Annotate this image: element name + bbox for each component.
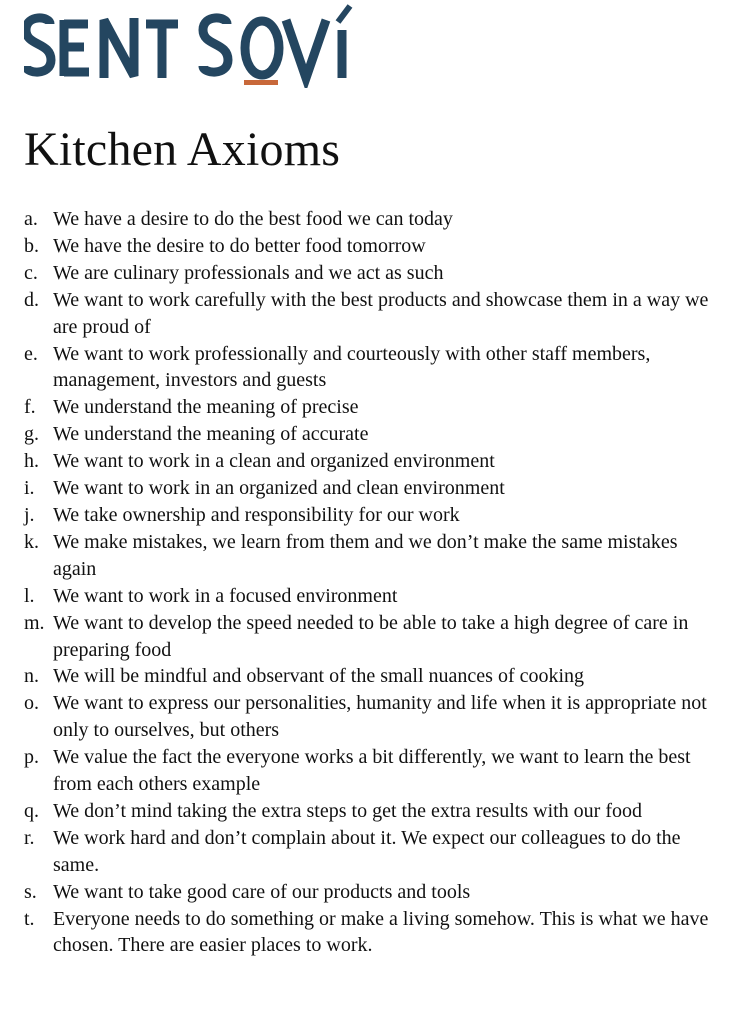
page-title: Kitchen Axioms (24, 123, 341, 176)
axiom-text: We want to work in an organized and clean environment (53, 477, 505, 500)
brand-logo (24, 4, 354, 88)
axiom-letter: l. (24, 584, 35, 607)
axiom-item (24, 260, 714, 287)
axiom-letter: n. (24, 665, 39, 688)
axiom-item (24, 744, 714, 798)
axiom-item (24, 448, 714, 475)
axiom-text: We have a desire to do the best food we can today (53, 208, 453, 230)
axiom-letter: k. (24, 530, 39, 553)
axiom-letter: c. (24, 261, 38, 284)
axiom-letter: o. (24, 692, 39, 715)
axiom-item (24, 502, 714, 529)
axiom-text: Everyone needs to do something or make a living somehow. This is what we have chosen. There are easier places to work. (53, 907, 709, 957)
axiom-text: We understand the meaning of accurate (53, 423, 369, 446)
axiom-item (24, 583, 714, 610)
axiom-item (24, 475, 714, 502)
axiom-text: We don’t mind taking the extra steps to get the extra results with our food (53, 799, 643, 822)
axiom-letter: m. (24, 611, 45, 634)
axiom-letter: q. (24, 799, 39, 822)
axiom-text: We work hard and don’t complain about it. We expect our colleagues to do the same. (53, 826, 681, 876)
axiom-letter: r. (24, 826, 35, 849)
axiom-text: We want to work professionally and courteously with other staff members, management, investors and guests (53, 342, 651, 392)
axiom-text: We make mistakes, we learn from them and we don’t make the same mistakes again (53, 530, 678, 580)
axiom-letter: a. (24, 208, 38, 230)
axiom-item (24, 421, 714, 448)
axiom-letter: p. (24, 746, 39, 769)
axiom-text: We want to work in a focused environment (53, 584, 398, 607)
axiom-text: We understand the meaning of precise (53, 396, 359, 419)
axiom-item (24, 233, 714, 260)
axiom-text: We take ownership and responsibility for our work (53, 503, 460, 526)
axiom-letter: j. (24, 503, 35, 526)
sent-sovi-logo (24, 4, 354, 88)
axiom-item (24, 798, 714, 825)
axiom-text: We want to work carefully with the best products and showcase them in a way we are proud of (53, 288, 709, 338)
axiom-letter: i. (24, 477, 35, 500)
axiom-item (24, 879, 714, 906)
axiom-text: We want to take good care of our products and tools (53, 880, 471, 903)
axiom-item (24, 206, 714, 233)
axiom-letter: s. (24, 880, 37, 903)
axiom-letter: f. (24, 396, 36, 419)
axiom-item (24, 287, 714, 341)
axiom-letter: b. (24, 234, 39, 257)
axiom-text: We are culinary professionals and we act as such (53, 261, 444, 284)
axiom-item (24, 906, 714, 960)
axiom-text: We want to express our personalities, humanity and life when it is appropriate not only to ourselves, but others (53, 692, 707, 742)
axiom-item (24, 690, 714, 744)
axiom-letter: d. (24, 288, 39, 311)
axiom-item (24, 529, 714, 583)
axiom-item (24, 394, 714, 421)
axiom-text: We value the fact the everyone works a bit differently, we want to learn the best from each others example (53, 746, 691, 796)
axiom-item (24, 341, 714, 395)
axiom-list (24, 206, 714, 959)
accent-underline (244, 80, 278, 85)
axiom-item (24, 610, 714, 664)
axiom-text: We want to work in a clean and organized environment (53, 450, 495, 473)
axiom-letter: t. (24, 907, 35, 930)
axiom-text: We have the desire to do better food tomorrow (53, 234, 426, 257)
axiom-item (24, 663, 714, 690)
axiom-letter: e. (24, 342, 38, 365)
axiom-text: We will be mindful and observant of the small nuances of cooking (53, 665, 585, 688)
axiom-text: We want to develop the speed needed to be able to take a high degree of care in preparing food (53, 611, 689, 661)
axiom-letter: g. (24, 423, 39, 446)
axiom-letter: h. (24, 450, 39, 473)
axiom-item (24, 825, 714, 879)
